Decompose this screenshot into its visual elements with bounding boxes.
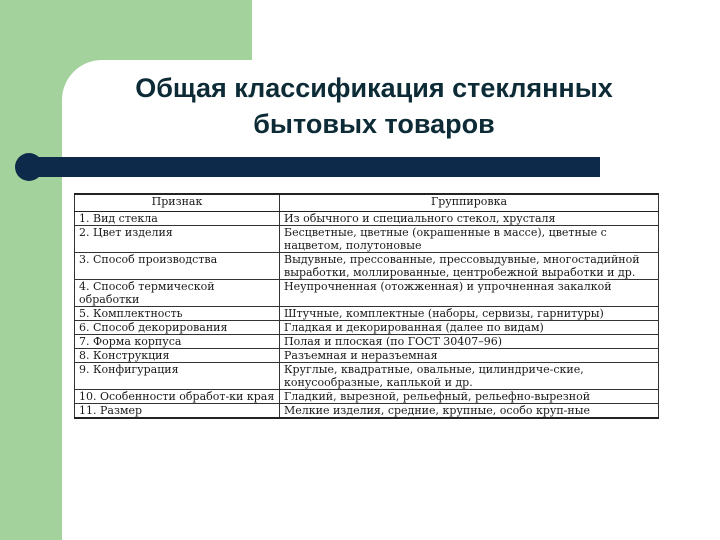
table-header-row (75, 194, 659, 212)
grouping-cell: Разъемная и неразъемная (280, 349, 659, 363)
grouping-cell: Гладкий, вырезной, рельефный, рельефно-вырезной (280, 390, 659, 404)
header-grouping: Группировка (280, 194, 659, 212)
table-row (75, 253, 659, 280)
feature-cell: 5. Комплектность (75, 307, 280, 321)
feature-cell: 11. Размер (75, 404, 280, 419)
table-row (75, 212, 659, 226)
divider-bar (28, 157, 600, 177)
feature-cell: 2. Цвет изделия (75, 226, 280, 253)
feature-cell: 8. Конструкция (75, 349, 280, 363)
grouping-cell: Мелкие изделия, средние, крупные, особо круп-ные (280, 404, 659, 419)
table-row (75, 321, 659, 335)
table-row (75, 307, 659, 321)
feature-cell: 10. Особенности обработ-ки края (75, 390, 280, 404)
table-row (75, 349, 659, 363)
grouping-cell: Неупрочненная (отожженная) и упрочненная закалкой (280, 280, 659, 307)
grouping-cell: Полая и плоская (по ГОСТ 30407–96) (280, 335, 659, 349)
feature-cell: 6. Способ декорирования (75, 321, 280, 335)
feature-cell: 7. Форма корпуса (75, 335, 280, 349)
grouping-cell: Выдувные, прессованные, прессовыдувные, многостадийной выработки, моллированные, центробежной выработки и др. (280, 253, 659, 280)
classification-table (74, 193, 659, 419)
feature-cell: 4. Способ термической обработки (75, 280, 280, 307)
table-row (75, 226, 659, 253)
grouping-cell: Бесцветные, цветные (окрашенные в массе), цветные с нацветом, полутоновые (280, 226, 659, 253)
slide-title (70, 70, 678, 142)
table-row (75, 404, 659, 419)
header-feature: Признак (75, 194, 280, 212)
table-row (75, 390, 659, 404)
feature-cell: 9. Конфигурация (75, 363, 280, 390)
slide-title-line-1: Общая классификация стеклянных (135, 73, 613, 103)
feature-cell: 3. Способ производства (75, 253, 280, 280)
slide-title-line-2: бытовых товаров (253, 109, 495, 139)
table-row (75, 280, 659, 307)
grouping-cell: Гладкая и декорированная (далее по видам) (280, 321, 659, 335)
grouping-cell: Из обычного и специального стекол, хрусталя (280, 212, 659, 226)
feature-cell: 1. Вид стекла (75, 212, 280, 226)
table-row (75, 335, 659, 349)
grouping-cell: Штучные, комплектные (наборы, сервизы, гарнитуры) (280, 307, 659, 321)
grouping-cell: Круглые, квадратные, овальные, цилиндриче-ские, конусообразные, каплькой и др. (280, 363, 659, 390)
table-row (75, 363, 659, 390)
